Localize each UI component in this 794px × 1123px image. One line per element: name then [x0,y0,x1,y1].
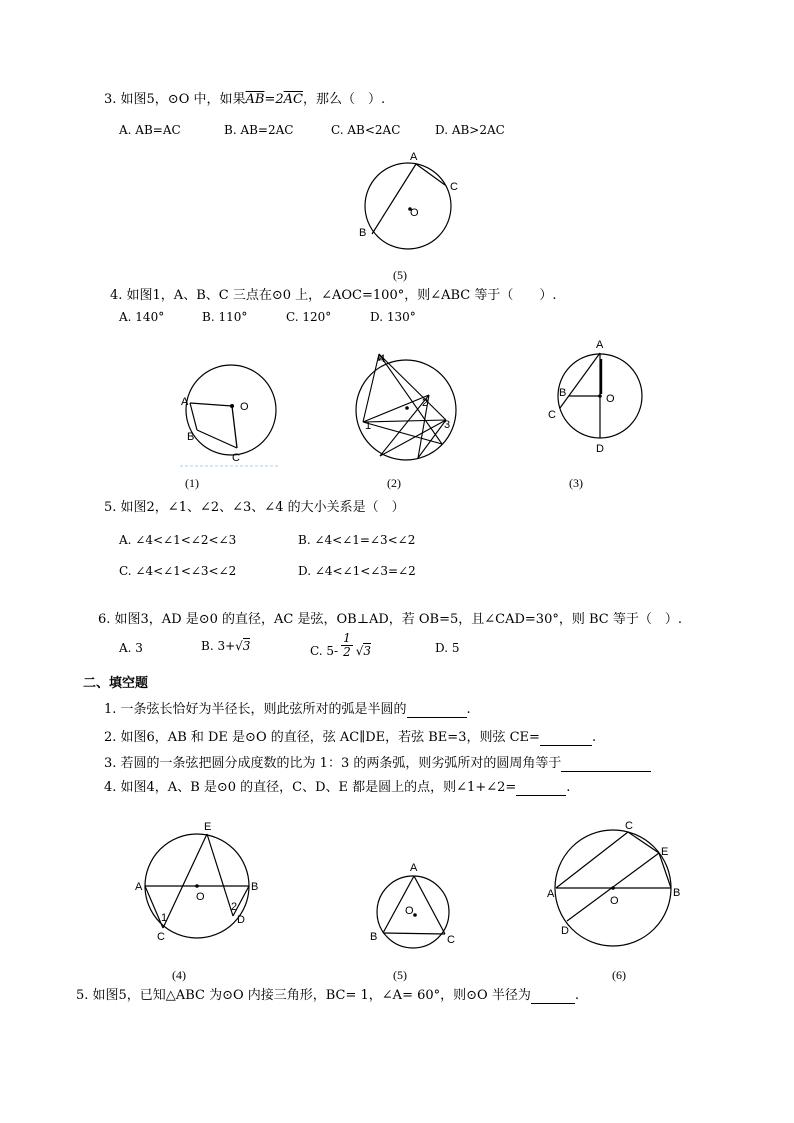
label-c: C [450,181,458,193]
fill-item-3: 3. 若圆的一条弦把圆分成度数的比为 1：3 的两条弧，则劣弧所对的圆周角等于 [104,756,651,772]
svg-text:A: A [547,888,555,900]
figure-q3-circle [350,148,470,260]
figure-1 [175,360,290,470]
svg-text:O: O [606,393,615,405]
svg-text:B: B [673,887,681,899]
label-b: B [359,227,367,239]
q5-option-c: C. ∠4<∠1<∠3<∠2 [119,564,237,578]
q3-stem-a: 3. 如图5，⊙O 中，如果 [104,92,246,107]
q4-option-d: D. 130° [370,310,416,324]
fill-item-2: 2. 如图6，AB 和 DE 是⊙O 的直径，弦 AC∥DE，若弦 BE=3，则弦 CE= . [104,730,597,745]
svg-text:A: A [596,339,604,351]
chord-ac [560,353,600,408]
q6-option-a: A. 3 [119,641,143,655]
q5-option-d: D. ∠4<∠1<∠3=∠2 [298,564,416,578]
figure-6-caption: (6) [612,968,626,982]
svg-text:B: B [370,931,378,943]
q6-option-b: B. 3+√3 [201,639,251,653]
figure-2-caption: (2) [387,476,401,490]
svg-text:4: 4 [379,353,386,365]
svg-text:D: D [561,925,569,937]
svg-text:O: O [405,905,414,917]
svg-text:A: A [410,862,418,874]
q3-option-a: A. AB=AC [119,123,181,137]
figure-2 [350,340,465,465]
svg-text:D: D [596,443,604,455]
svg-text:E: E [204,821,212,833]
figure-1-caption: (1) [185,476,199,490]
svg-text:A: A [181,396,189,408]
q6-option-c: C. 5- $\frac{1}{2}$ √3 [310,631,372,659]
svg-text:3: 3 [444,419,451,431]
q6-option-d: D. 5 [435,641,460,655]
svg-text:1: 1 [365,420,372,432]
svg-text:B: B [559,387,567,399]
svg-text:B: B [251,881,259,893]
q4-option-a: A. 140° [119,310,165,324]
figure-6 [545,818,685,948]
fraction: $\frac{1}{2}$ [343,631,351,659]
svg-text:O: O [610,895,619,907]
figure-5 [365,858,465,953]
svg-text:C: C [157,931,165,943]
label-a: A [410,151,418,163]
sqrt-sign: √ [235,639,243,653]
svg-text:D: D [237,914,245,926]
svg-text:1: 1 [161,912,168,924]
chord-ab [190,403,197,430]
last-question: 5. 如图5，已知△ABC 为⊙O 内接三角形，BC= 1，∠A= 60°，则⊙O 半径为 . [76,988,579,1003]
answer-blank[interactable] [407,704,467,718]
radius-oa [190,403,232,406]
svg-text:C: C [232,452,240,464]
chord-ac [416,164,445,185]
q3-option-d: D. AB>2AC [435,123,505,137]
q5-option-b: B. ∠4<∠1=∠3<∠2 [298,533,416,547]
q4-option-c: C. 120° [286,310,332,324]
figure-3 [545,336,655,461]
svg-text:O: O [240,401,249,413]
svg-text:B: B [187,431,195,443]
answer-blank[interactable] [516,782,566,796]
svg-text:2: 2 [422,397,429,409]
figure-3-caption: (3) [569,476,583,490]
answer-blank[interactable] [540,732,592,746]
svg-text:C: C [625,820,633,832]
fill-item-1: 1. 一条弦长恰好为半径长，则此弦所对的弧是半圆的 . [104,702,471,717]
figure-5-caption: (5) [393,968,407,982]
answer-blank[interactable] [561,758,651,772]
svg-text:E: E [661,846,669,858]
q5-option-a: A. ∠4<∠1<∠2<∠3 [119,533,237,547]
label-o: O [410,207,419,219]
svg-text:A: A [135,881,143,893]
figure-4 [130,820,270,945]
section-2-title: 二、填空题 [83,676,149,691]
q4-option-b: B. 110° [202,310,248,324]
fill-item-4: 4. 如图4，A、B 是⊙0 的直径，C、D、E 都是圆上的点，则∠1+∠2= . [104,780,571,795]
svg-text:2: 2 [231,901,238,913]
svg-text:C: C [447,934,455,946]
q6-stem: 6. 如图3，AD 是⊙0 的直径，AC 是弦，OB⊥AD，若 OB=5，且∠CAD=30°，则 BC 等于（ ）. [98,612,682,627]
q3-option-c: C. AB<2AC [331,123,401,137]
q3-figure-caption: (5) [393,268,407,282]
answer-blank[interactable] [531,990,575,1004]
q5-stem: 5. 如图2，∠1、∠2、∠3、∠4 的大小关系是（ ） [104,500,405,515]
q3-stem: 3. 如图5，⊙O 中，如果$\overline{AB}=2\overline{AC}$，那么（ ）. [104,92,386,107]
svg-text:O: O [196,891,205,903]
svg-text:C: C [548,409,556,421]
figure-4-caption: (4) [172,968,186,982]
q3-arc-ac: $\overline{AC}$ [283,92,303,107]
radius-oc [232,406,237,448]
q4-stem: 4. 如图1，A、B、C 三点在⊙0 上，∠AOC=100°，则∠ABC 等于（ ）. [110,288,557,303]
q3-option-b: B. AB=2AC [224,123,294,137]
q3-arc-ab: $\overline{AB}$ [245,92,265,107]
chord-ac [556,832,628,888]
